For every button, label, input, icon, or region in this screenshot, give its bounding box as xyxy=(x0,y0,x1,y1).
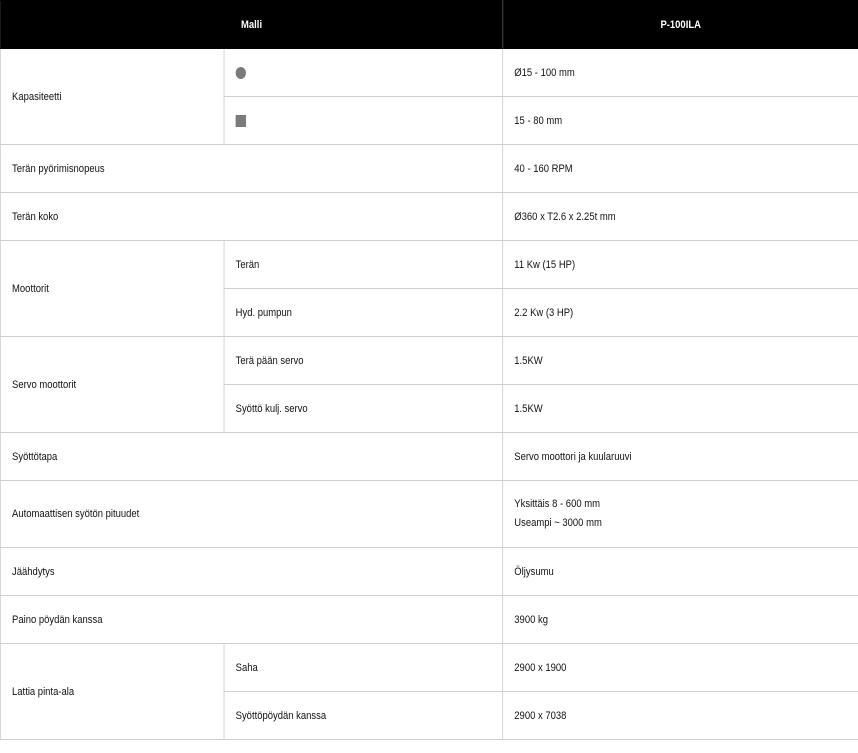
weight-label: Paino pöydän kanssa xyxy=(0,596,502,644)
product-header: P-100ILA xyxy=(503,1,858,49)
table-row xyxy=(0,644,858,692)
feed-method-label: Syöttötapa xyxy=(0,433,502,481)
model-header: Malli xyxy=(0,1,502,49)
blade-size-value: Ø360 x T2.6 x 2.25t mm xyxy=(503,193,858,241)
table-header-row xyxy=(0,1,858,49)
cooling-label: Jäähdytys xyxy=(0,548,502,596)
with-table-area-label: Syöttöpöydän kanssa xyxy=(224,692,503,740)
round-profile-cell xyxy=(224,49,503,97)
table-row xyxy=(0,49,858,97)
blade-size-label: Terän koko xyxy=(0,193,502,241)
capacity-round-value: Ø15 - 100 mm xyxy=(503,49,858,97)
saw-area-label: Saha xyxy=(224,644,503,692)
capacity-square-value: 15 - 80 mm xyxy=(503,97,858,145)
feed-servo-value: 1.5KW xyxy=(503,385,858,433)
blade-motor-value: 11 Kw (15 HP) xyxy=(503,241,858,289)
auto-feed-label: Automaattisen syötön pituudet xyxy=(0,481,502,548)
servo-motors-label: Servo moottorit xyxy=(0,337,224,433)
table-row xyxy=(0,548,858,596)
circle-icon xyxy=(236,67,246,79)
saw-area-value: 2900 x 1900 xyxy=(503,644,858,692)
cooling-value: Öljysumu xyxy=(503,548,858,596)
hyd-pump-label: Hyd. pumpun xyxy=(224,289,503,337)
auto-feed-single: Yksittäis 8 - 600 mm xyxy=(514,498,600,510)
table-row xyxy=(0,193,858,241)
hyd-pump-value: 2.2 Kw (3 HP) xyxy=(503,289,858,337)
table-row xyxy=(0,596,858,644)
capacity-label: Kapasiteetti xyxy=(0,49,224,145)
table-row xyxy=(0,145,858,193)
weight-value: 3900 kg xyxy=(503,596,858,644)
square-icon xyxy=(236,115,246,127)
with-table-area-value: 2900 x 7038 xyxy=(503,692,858,740)
table-row xyxy=(0,433,858,481)
table-row xyxy=(0,481,858,548)
table-row xyxy=(0,337,858,385)
feed-servo-label: Syöttö kulj. servo xyxy=(224,385,503,433)
head-servo-value: 1.5KW xyxy=(503,337,858,385)
auto-feed-multi: Useampi ~ 3000 mm xyxy=(514,517,602,529)
blade-motor-label: Terän xyxy=(224,241,503,289)
auto-feed-value xyxy=(503,481,858,548)
blade-speed-value: 40 - 160 RPM xyxy=(503,145,858,193)
floor-area-label: Lattia pinta-ala xyxy=(0,644,224,740)
feed-method-value: Servo moottori ja kuularuuvi xyxy=(503,433,858,481)
head-servo-label: Terä pään servo xyxy=(224,337,503,385)
square-profile-cell xyxy=(224,97,503,145)
motors-label: Moottorit xyxy=(0,241,224,337)
table-row xyxy=(0,241,858,289)
blade-speed-label: Terän pyörimisnopeus xyxy=(0,145,502,193)
